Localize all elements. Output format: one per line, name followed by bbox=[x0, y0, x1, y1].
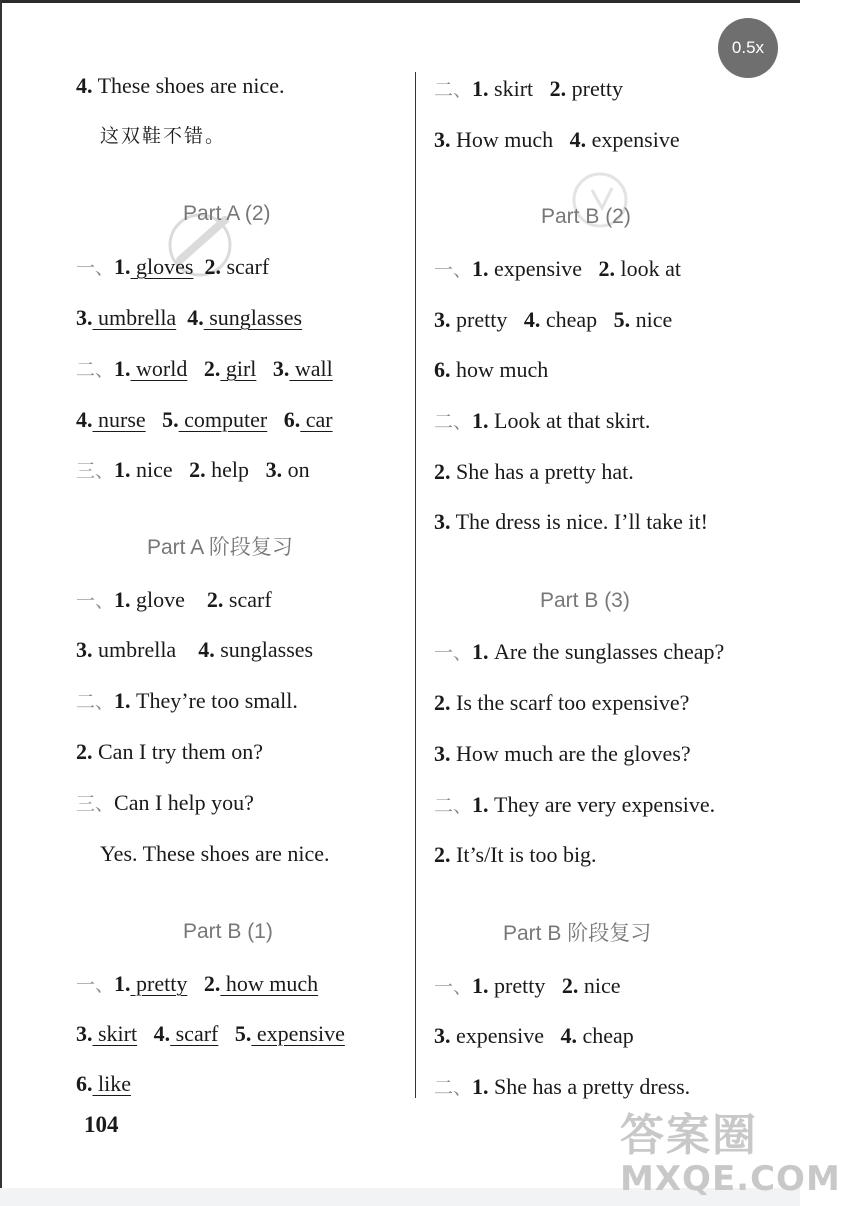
answer-row: 一、1. gloves 2. scarf bbox=[76, 254, 270, 279]
answer-row: 3. umbrella 4. sunglasses bbox=[76, 637, 314, 662]
answer-row: 一、1. Are the sunglasses cheap? bbox=[434, 639, 725, 664]
answer-row: 2. She has a pretty hat. bbox=[434, 459, 634, 484]
top-border bbox=[0, 0, 800, 3]
answer-row: 一、1. pretty 2. how much bbox=[76, 971, 319, 996]
translation-row: 这双鞋不错。 bbox=[100, 125, 227, 147]
answer-row: 6. like bbox=[76, 1071, 131, 1096]
answer-row: 一、1. pretty 2. nice bbox=[434, 973, 621, 998]
section-heading: Part B (2) bbox=[541, 205, 631, 228]
answer-row: 4. These shoes are nice. bbox=[76, 73, 285, 98]
answer-row: 3. The dress is nice. I’ll take it! bbox=[434, 509, 708, 534]
answer-row: 一、1. expensive 2. look at bbox=[434, 256, 681, 281]
answer-row: 2. Is the scarf too expensive? bbox=[434, 690, 690, 715]
answer-row: 2. It’s/It is too big. bbox=[434, 842, 597, 867]
answer-row: Yes. These shoes are nice. bbox=[100, 841, 330, 866]
left-border bbox=[0, 0, 2, 1190]
answer-row: 二、1. She has a pretty dress. bbox=[434, 1074, 691, 1099]
answer-row: 二、1. skirt 2. pretty bbox=[434, 76, 623, 101]
answer-row: 二、1. They’re too small. bbox=[76, 688, 298, 713]
playback-speed-label: 0.5x bbox=[731, 38, 765, 57]
answer-row: 三、1. nice 2. help 3. on bbox=[76, 457, 310, 482]
page-number: 104 bbox=[84, 1112, 119, 1137]
answer-row: 2. Can I try them on? bbox=[76, 739, 263, 764]
column-divider bbox=[415, 72, 416, 1098]
watermark-logo bbox=[620, 1112, 841, 1198]
answer-row: 二、1. They are very expensive. bbox=[434, 792, 716, 817]
answer-row: 3. pretty 4. cheap 5. nice bbox=[434, 307, 673, 332]
section-heading: Part B (1) bbox=[183, 920, 273, 943]
answer-row: 3. How much 4. expensive bbox=[434, 127, 680, 152]
section-heading: Part A 阶段复习 bbox=[147, 536, 293, 559]
answer-row: 二、1. world 2. girl 3. wall bbox=[76, 356, 333, 381]
answer-row: 3. skirt 4. scarf 5. expensive bbox=[76, 1021, 345, 1046]
answer-row: 3. How much are the gloves? bbox=[434, 741, 691, 766]
answer-row: 6. how much bbox=[434, 357, 549, 382]
watermark-url: MXQE.COM bbox=[620, 1159, 841, 1199]
section-heading: Part B 阶段复习 bbox=[503, 922, 652, 945]
answer-row: 4. nurse 5. computer 6. car bbox=[76, 407, 333, 432]
answer-row: 三、Can I help you? bbox=[76, 790, 254, 815]
watermark-text: 答案圈 bbox=[620, 1110, 758, 1161]
answer-row: 3. expensive 4. cheap bbox=[434, 1023, 634, 1048]
section-heading: Part A (2) bbox=[183, 202, 271, 225]
answer-row: 二、1. Look at that skirt. bbox=[434, 408, 651, 433]
section-heading: Part B (3) bbox=[540, 589, 630, 612]
playback-speed-button[interactable] bbox=[718, 18, 778, 78]
answer-row: 一、1. glove 2. scarf bbox=[76, 587, 272, 612]
answer-row: 3. umbrella 4. sunglasses bbox=[76, 305, 303, 330]
